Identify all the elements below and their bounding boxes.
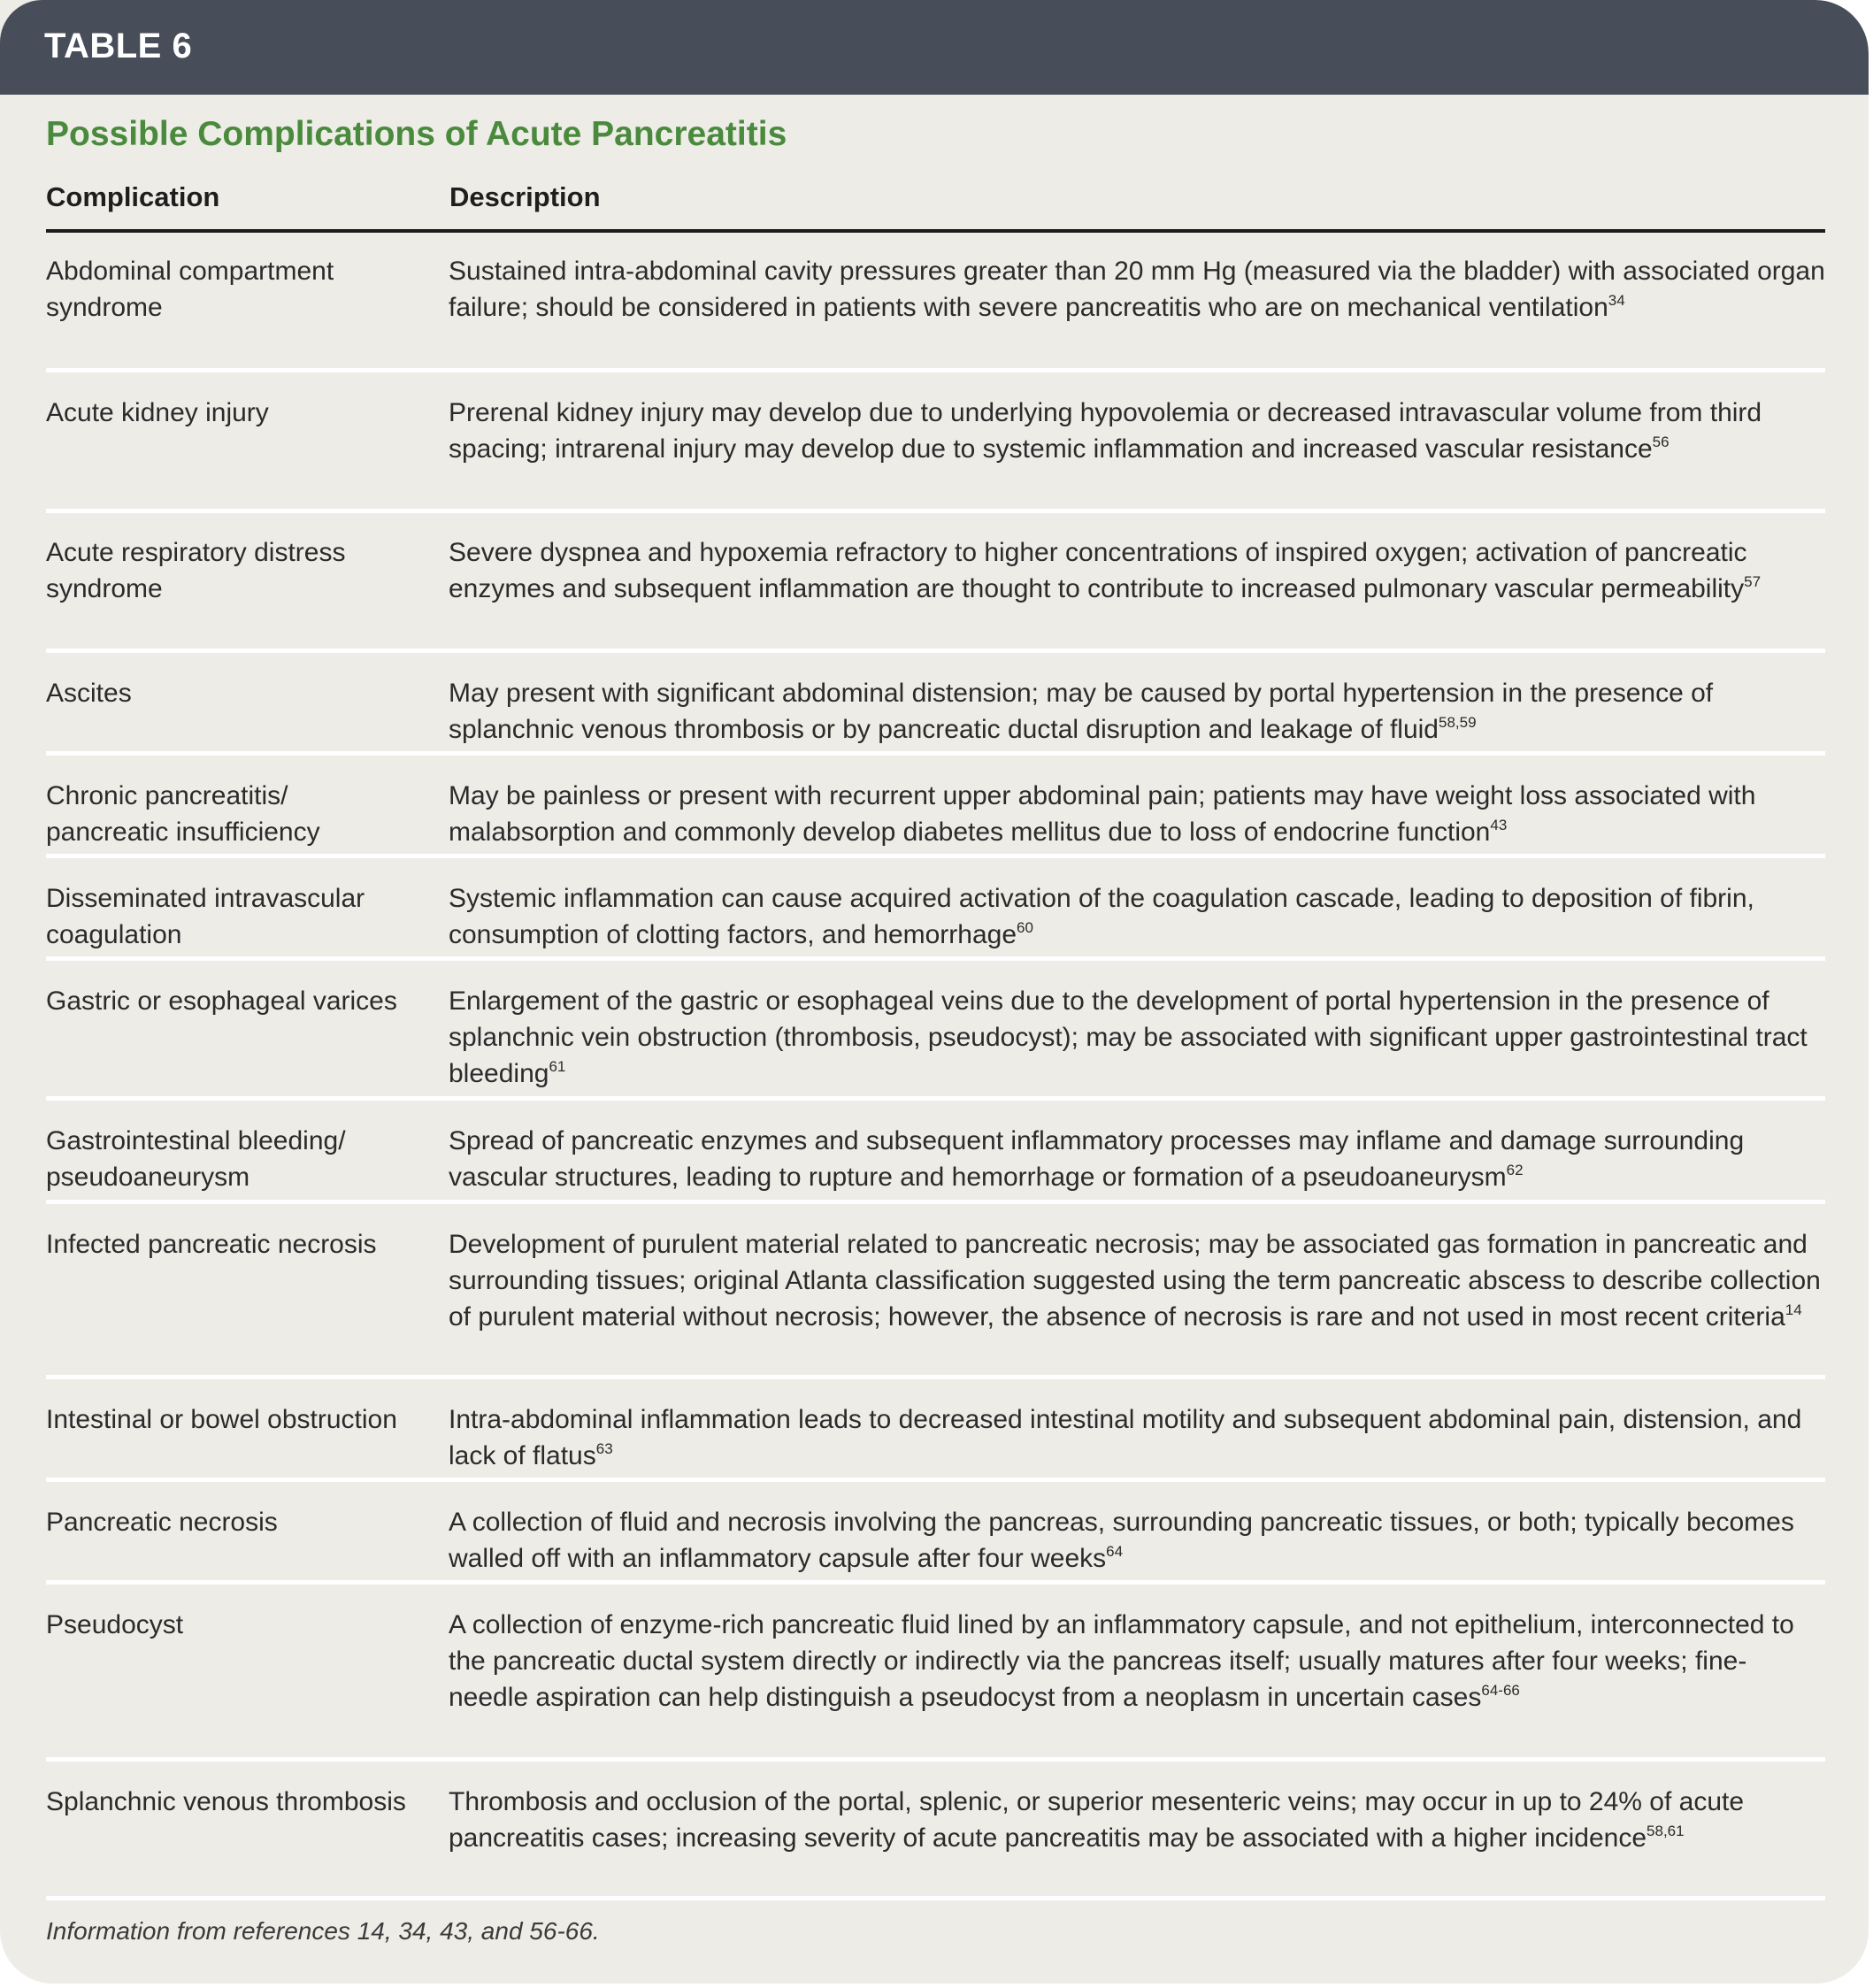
row-divider [46,509,1825,513]
row-divider [46,1757,1825,1762]
complication-cell: Pseudocyst [46,1610,184,1639]
reference-superscript: 56 [1652,434,1670,450]
description-cell [449,1123,1825,1195]
row-divider [46,1478,1825,1482]
complication-cell: Disseminated intravascular coagulation [46,884,365,949]
description-cell [449,1401,1825,1474]
row-divider [46,1200,1825,1204]
reference-superscript: 64-66 [1481,1682,1520,1699]
complication-cell: Infected pancreatic necrosis [46,1230,377,1259]
description-text: Systemic inflammation can cause acquired activation of the coagulation cascade, leading to deposition of fibrin, consumption of clotting factors, and hemorrhage [449,884,1754,949]
complication-cell: Acute respiratory distress syndrome [46,538,346,603]
description-text: A collection of fluid and necrosis involving the pancreas, surrounding pancreatic tissues, or both; typically becomes walled off with an inflammatory capsule after four weeks [449,1508,1794,1573]
row-divider [46,854,1825,858]
reference-superscript: 61 [549,1058,566,1075]
description-text: Thrombosis and occlusion of the portal, splenic, or superior mesenteric veins; may occur in up to 24% of acute pancreatitis cases; increasing severity of acute pancreatitis may be associated with a higher incidence [449,1787,1745,1853]
description-text: May present with significant abdominal distension; may be caused by portal hypertension in the presence of splanchnic venous thrombosis or by pancreatic ductal disruption and leakage of fluid [449,679,1714,744]
header-rule [46,229,1825,233]
column-header-description: Description [449,181,601,212]
row-divider [46,1580,1825,1585]
complication-cell: Splanchnic venous thrombosis [46,1787,406,1816]
table-footnote: Information from references 14, 34, 43, and 56-66. [46,1917,600,1945]
reference-superscript: 43 [1490,817,1508,833]
complication-cell: Pancreatic necrosis [46,1508,278,1537]
reference-superscript: 63 [595,1440,613,1457]
description-cell [449,1607,1825,1716]
description-text: May be painless or present with recurrent upper abdominal pain; patients may have weight loss associated with malabsorption and commonly develop diabetes mellitus due to loss of endocrine function [449,781,1756,847]
description-cell [449,880,1825,953]
complication-cell: Gastric or esophageal varices [46,986,397,1016]
description-cell [449,778,1825,850]
row-divider [46,649,1825,653]
description-text: Prerenal kidney injury may develop due to underlying hypovolemia or decreased intravascular volume from third spacing; intrarenal injury may develop due to systemic inflammation and increased vascular resistance [449,398,1762,464]
description-cell [449,253,1825,326]
description-text: Development of purulent material related to pancreatic necrosis; may be associated gas formation in pancreatic and surrounding tissues; original Atlanta classification suggested using the term pancreatic abscess to describe collection of purulent material without necrosis; however, the absence of necrosis is rare and not used in most recent criteria [449,1230,1821,1332]
table-title: Possible Complications of Acute Pancreatitis [46,115,787,153]
description-cell [449,675,1825,748]
complication-cell: Ascites [46,679,132,708]
complication-cell: Chronic pancreatitis/ pancreatic insufficiency [46,781,320,847]
description-text: Spread of pancreatic enzymes and subsequent inflammatory processes may inflame and damage surrounding vascular structures, leading to rupture and hemorrhage or formation of a pseudoaneurysm [449,1126,1745,1192]
description-text: A collection of enzyme-rich pancreatic fluid lined by an inflammatory capsule, and not epithelium, interconnected to the pancreatic ductal system directly or indirectly via the pancreas itself; usually matures after four weeks; fine-needle aspiration can help distinguish a pseudocyst from a neoplasm in uncertain cases [449,1610,1794,1712]
reference-superscript: 62 [1506,1162,1524,1178]
reference-superscript: 58,59 [1439,714,1477,731]
description-cell [449,1226,1825,1335]
complication-cell: Abdominal compartment syndrome [46,257,334,322]
description-cell [449,983,1825,1092]
reference-superscript: 58,61 [1647,1823,1685,1839]
reference-superscript: 60 [1017,919,1033,936]
table-number-label: TABLE 6 [44,27,193,65]
row-divider [46,1096,1825,1101]
description-text: Severe dyspnea and hypoxemia refractory to higher concentrations of inspired oxygen; activation of pancreatic enzymes and subsequent inflammation are thought to contribute to increased pulmonary vascular permeability [449,538,1747,603]
row-divider [46,1375,1825,1379]
row-divider [46,751,1825,756]
description-text: Intra-abdominal inflammation leads to decreased intestinal motility and subsequent abdominal pain, distension, and lack of flatus [449,1405,1802,1470]
reference-superscript: 34 [1608,292,1625,309]
description-cell [449,1784,1825,1856]
column-header-complication: Complication [46,181,220,212]
row-divider [46,1896,1825,1900]
reference-superscript: 64 [1106,1543,1124,1560]
description-text: Sustained intra-abdominal cavity pressures greater than 20 mm Hg (measured via the bladder) with associated organ failure; should be considered in patients with severe pancreatitis who are on mechanical ventilation [449,257,1825,322]
complication-cell: Acute kidney injury [46,398,269,427]
row-divider [46,956,1825,961]
description-cell [449,1504,1825,1577]
reference-superscript: 57 [1744,573,1762,590]
description-cell [449,534,1825,607]
row-divider [46,368,1825,372]
table-header-band [0,0,1869,95]
reference-superscript: 14 [1785,1301,1802,1318]
complication-cell: Gastrointestinal bleeding/ pseudoaneurysm [46,1126,346,1192]
complication-cell: Intestinal or bowel obstruction [46,1405,397,1434]
description-cell [449,395,1825,467]
description-text: Enlargement of the gastric or esophageal veins due to the development of portal hypertension in the presence of splanchnic vein obstruction (thrombosis, pseudocyst); may be associated with significant upper gastrointestinal tract bleeding [449,986,1808,1088]
